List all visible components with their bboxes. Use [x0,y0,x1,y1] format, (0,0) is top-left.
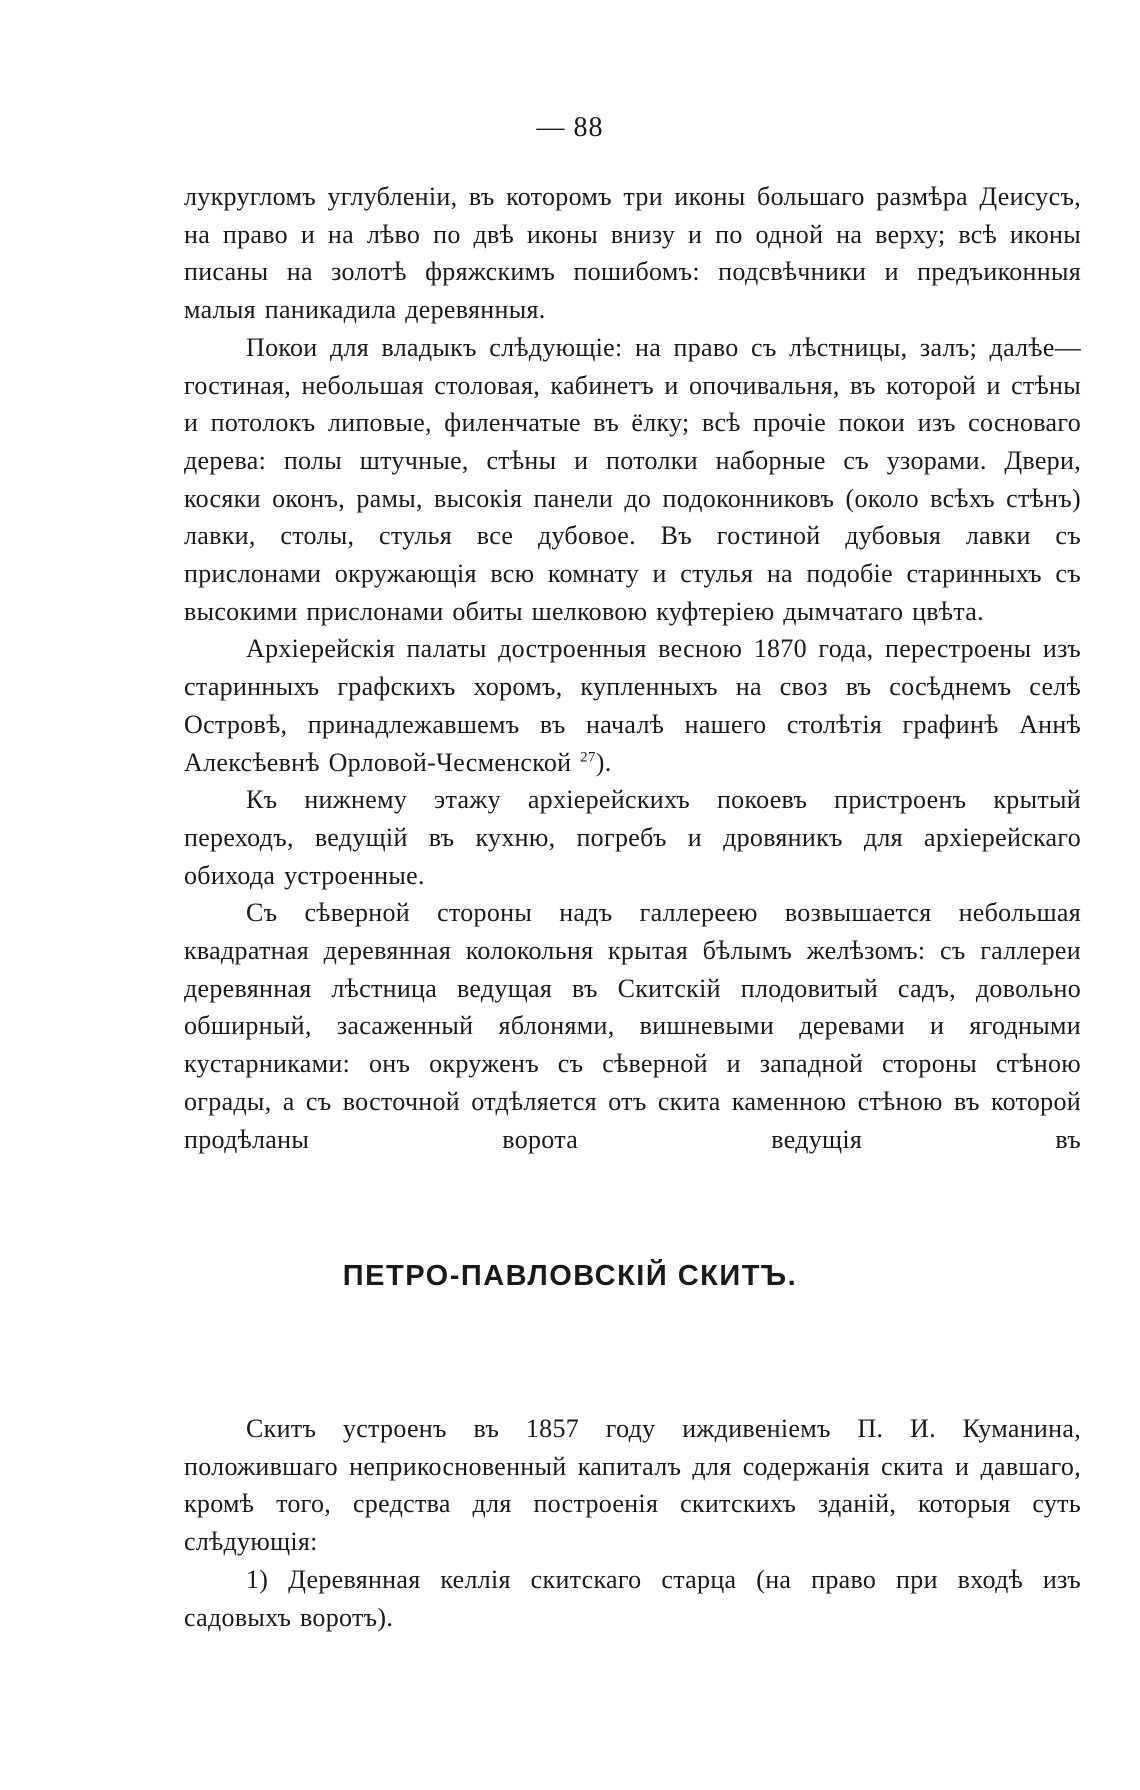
paragraph-bishop-palace [184,630,1081,781]
paragraph-passage: Къ нижнему этажу архіерейскихъ покоевъ пристроенъ крытый переходъ, ведущій въ кухню, погребъ и дровяникъ для архіерейскаго обихода устроенные. [184,785,1081,890]
paragraph-bishop-palace-text: Архіерейскія палаты достроенныя весною 1870 года, перестроены изъ старинныхъ графскихъ хоромъ, купленныхъ на своз въ сосѣднемъ селѣ Островѣ, принадлежавшемъ въ началѣ нашего столѣтія графинѣ Аннѣ Алексѣевнѣ Орловой-Чесменской [184,634,1081,777]
text-block-bottom [184,1410,1081,1636]
page-number: — 88 [536,112,604,143]
footnote-ref: 27 [580,748,596,765]
section-title: ПЕТРО-ПАВЛОВСКІЙ СКИТЪ. [342,1260,798,1292]
paragraph-bishop-palace-end: ). [595,747,612,777]
text-block-top [184,178,1081,1158]
paragraph-skete-founding: Скитъ устроенъ въ 1857 году иждивеніемъ П. И. Куманина, положившаго неприкосновенный капиталъ для содержанія скита и давшаго, кромѣ того, средства для построенія скитскихъ зданій, которыя суть слѣдующія: [184,1414,1081,1557]
paragraph-bell-tower: Съ сѣверной стороны надъ галлереею возвышается небольшая квадратная деревянная колокольня крытая бѣлымъ желѣзомъ: съ галлереи деревянная лѣстница ведущая въ Скитскій плодовитый садъ, довольно обширный, засаженный яблонями, вишневыми деревами и ягодными кустарниками: онъ окруженъ съ сѣверной и западной стороны стѣною ограды, а съ восточной отдѣляется отъ скита каменною стѣною въ которой продѣланы ворота ведущія въ [184,898,1081,1154]
paragraph-bishop-rooms: Покои для владыкъ слѣдующіе: на право съ лѣстницы, залъ; далѣе—гостиная, небольшая столовая, кабинетъ и опочивальня, въ которой и стѣны и потолокъ липовые, филенчатые въ ёлку; всѣ прочіе покои изъ сосноваго дерева: полы штучные, стѣны и потолки наборные съ узорами. Двери, косяки оконъ, рамы, высокія панели до подоконниковъ (около всѣхъ стѣнъ) лавки, столы, стулья все дубовое. Въ гостиной дубовыя лавки съ прислонами окружающія всю комнату и стулья на подобіе старинныхъ съ высокими прислонами обиты шелковою куфтеріею дымчатаго цвѣта. [184,332,1081,626]
paragraph-continuation: лукругломъ углубленіи, въ которомъ три иконы большаго размѣра Деисусъ, на право и на лѣво по двѣ иконы внизу и по одной на верху; всѣ иконы писаны на золотѣ фряжскимъ пошибомъ: подсвѣчники и предъиконныя малыя паникадила деревянныя. [184,182,1081,325]
paragraph-item-1: 1) Деревянная келлія скитскаго старца (на право при входѣ изъ садовыхъ воротъ). [184,1564,1081,1632]
